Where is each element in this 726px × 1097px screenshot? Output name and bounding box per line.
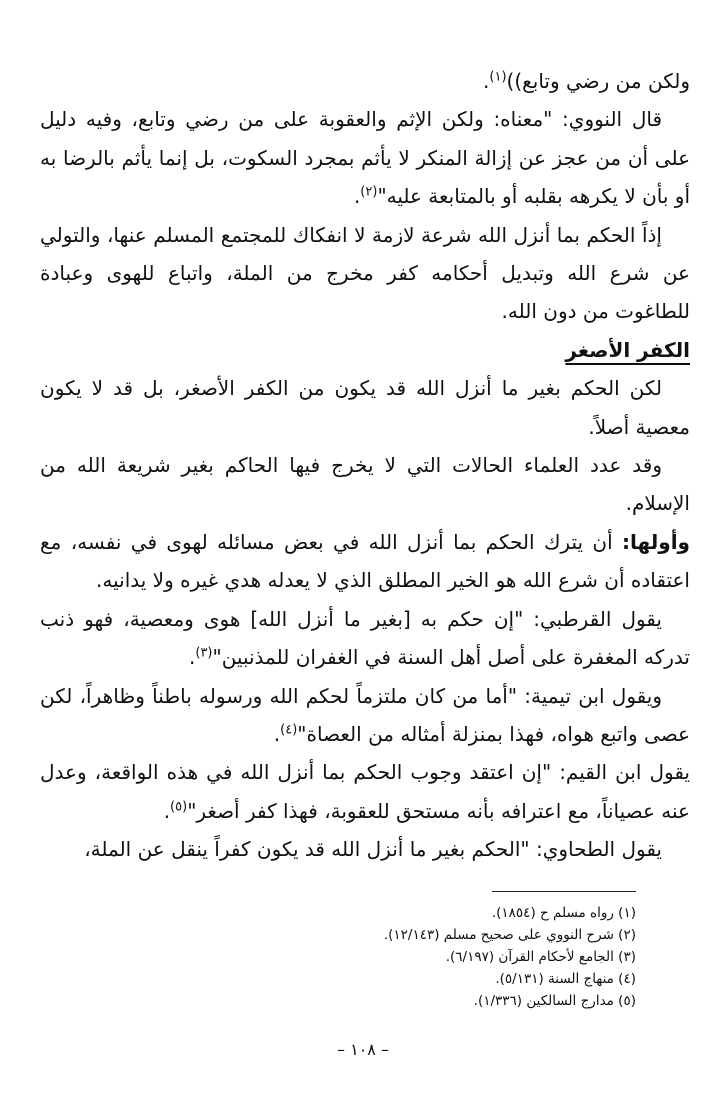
footnote: (٢) شرح النووي على صحيح مسلم (١٢/١٤٣).: [383, 927, 636, 943]
paragraph-lead: وأولها:: [622, 529, 690, 554]
paragraph-end-punctuation: .: [483, 69, 490, 93]
paragraph-end-punctuation: .: [273, 721, 281, 746]
paragraph-text: أن يترك الحكم بما أنزل الله في بعض مسائله لهوى في نفسه، مع اعتقاده أن شرع الله هو الخير المطلق الذي لا يعدله هدي غيره ولا يدانيه.: [40, 529, 690, 593]
footnote-reference: (٥): [170, 799, 188, 815]
paragraph: [40, 100, 690, 215]
paragraph: [40, 369, 690, 446]
paragraph-text: ويقول ابن تيمية: "أما من كان ملتزماً لحكم الله ورسوله باطناً وظاهراً، لكن عصى واتبع هواه، فهذا بمنزلة أمثاله من العصاة": [40, 683, 690, 746]
paragraph-text: يقول ابن القيم: "إن اعتقد وجوب الحكم بما أنزل الله في هذه الواقعة، وعدل عنه عصياناً، مع اعترافه بأنه مستحق للعقوبة، فهذا كفر أصغر": [40, 760, 690, 823]
paragraph: [40, 446, 690, 523]
footnote: (٣) الجامع لأحكام القرآن (٦/١٩٧).: [445, 949, 636, 965]
paragraph: [40, 216, 690, 331]
body-text: [40, 62, 690, 869]
paragraph-text: يقول الطحاوي: "الحكم بغير ما أنزل الله قد يكون كفراً ينقل عن الملة،: [84, 837, 662, 862]
paragraph-text: وقد عدد العلماء الحالات التي لا يخرج فيها الحاكم بغير شريعة الله من الإسلام.: [40, 453, 690, 516]
paragraph: [40, 753, 690, 830]
footnote: (١) رواه مسلم ح (١٨٥٤).: [491, 905, 636, 921]
footnote-reference: (٤): [280, 722, 298, 738]
paragraph: [40, 677, 690, 754]
footnote: (٥) مدارج السالكين (١/٣٣٦).: [473, 993, 636, 1009]
footnote: (٤) منهاج السنة (٥/١٣١).: [495, 971, 636, 987]
paragraph-end-punctuation: .: [189, 645, 196, 670]
paragraph-text: لكن الحكم بغير ما أنزل الله قد يكون من الكفر الأصغر، بل قد لا يكون معصية أصلاً.: [40, 376, 690, 439]
paragraph: [40, 523, 690, 600]
paragraph-end-punctuation: .: [163, 798, 171, 823]
paragraph-text: يقول القرطبي: "إن حكم به [بغير ما أنزل الله] هوى ومعصية، فهو ذنب تدركه المغفرة على أصل أهل السنة في الغفران للمذنبين": [40, 606, 690, 670]
footnotes: [300, 902, 636, 1012]
footnote-reference: (٣): [195, 645, 213, 661]
paragraph: [40, 62, 690, 100]
paragraph-text: ولكن من رضي وتابع)): [506, 69, 690, 93]
page-number: – ١٠٨ –: [337, 1040, 389, 1059]
paragraph: [40, 600, 690, 677]
paragraph-text: قال النووي: "معناه: ولكن الإثم والعقوبة على من رضي وتابع، وفيه دليل على أن من عجز عن إزالة المنكر لا يأثم بمجرد السكوت، بل إنما يأثم بالرضا به أو بأن لا يكرهه بقلبه أو بالمتابعة عليه": [40, 107, 690, 209]
section-heading: الكفر الأصغر: [565, 337, 690, 362]
footnote-reference: (٢): [360, 184, 378, 200]
paragraph: [40, 830, 690, 868]
paragraph-text: إذاً الحكم بما أنزل الله شرعة لازمة لا انفكاك للمجتمع المسلم عنها، والتولي عن شرع الله وتبديل أحكامه كفر مخرج من الملة، واتباع للهوى وعبادة للطاغوت من دون الله.: [40, 222, 690, 324]
footnote-reference: (١): [489, 69, 507, 85]
paragraph-end-punctuation: .: [353, 184, 361, 209]
footnote-separator: [492, 891, 636, 892]
